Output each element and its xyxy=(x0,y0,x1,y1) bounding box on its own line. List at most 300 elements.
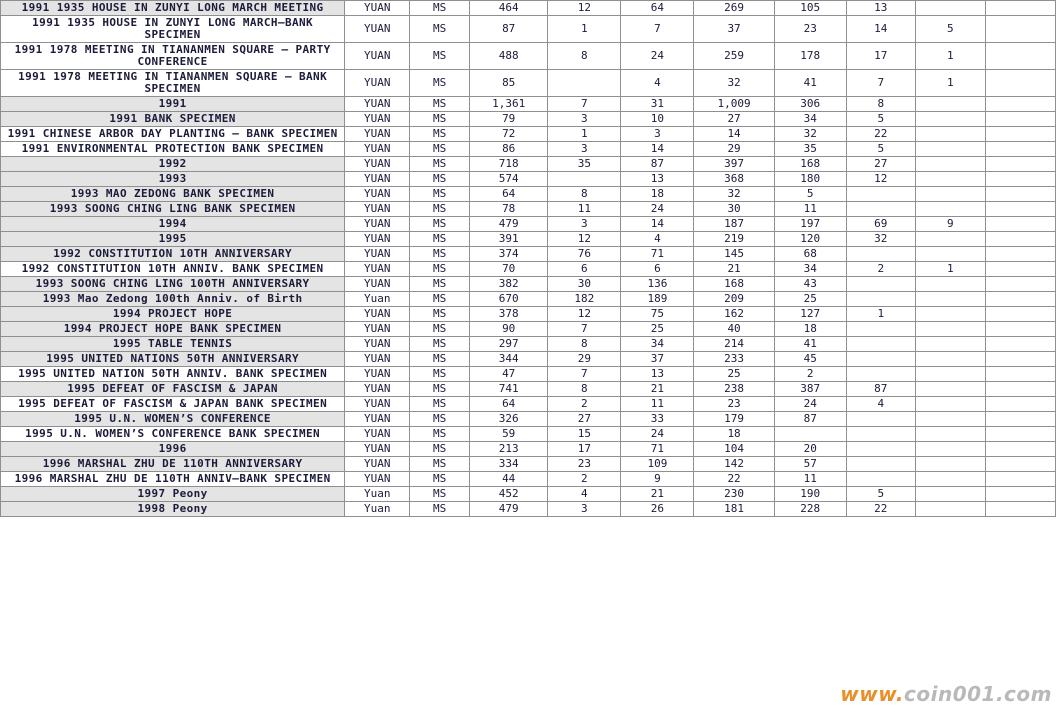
row-denom-cell: YUAN xyxy=(345,427,410,442)
row-g6-cell xyxy=(915,97,985,112)
row-denom-cell: YUAN xyxy=(345,127,410,142)
row-g2-cell: 33 xyxy=(621,412,694,427)
row-total-cell: 391 xyxy=(470,232,548,247)
row-g6-cell xyxy=(915,337,985,352)
row-g6-cell xyxy=(915,292,985,307)
row-total-cell: 488 xyxy=(470,43,548,70)
row-grade-cell: MS xyxy=(410,412,470,427)
row-g7-cell xyxy=(985,70,1055,97)
row-total-cell: 297 xyxy=(470,337,548,352)
row-denom-cell: YUAN xyxy=(345,472,410,487)
row-g3-cell: 209 xyxy=(694,292,774,307)
row-g3-cell: 269 xyxy=(694,1,774,16)
row-g3-cell: 168 xyxy=(694,277,774,292)
row-g2-cell: 7 xyxy=(621,16,694,43)
row-g5-cell xyxy=(846,352,915,367)
row-g2-cell: 136 xyxy=(621,277,694,292)
row-g6-cell: 9 xyxy=(915,217,985,232)
row-g3-cell: 179 xyxy=(694,412,774,427)
row-g5-cell xyxy=(846,292,915,307)
row-g4-cell: 197 xyxy=(774,217,846,232)
row-g6-cell xyxy=(915,352,985,367)
row-g7-cell xyxy=(985,262,1055,277)
row-denom-cell: YUAN xyxy=(345,442,410,457)
row-g5-cell: 32 xyxy=(846,232,915,247)
row-g1-cell: 7 xyxy=(548,97,621,112)
row-g3-cell: 32 xyxy=(694,187,774,202)
row-g6-cell xyxy=(915,502,985,517)
row-g4-cell: 43 xyxy=(774,277,846,292)
row-title-cell: 1991 1935 HOUSE IN ZUNYI LONG MARCH–BANK SPECIMEN xyxy=(1,16,345,43)
row-g7-cell xyxy=(985,247,1055,262)
row-title-cell: 1997 Peony xyxy=(1,487,345,502)
row-g3-cell: 397 xyxy=(694,157,774,172)
row-title-cell: 1993 xyxy=(1,172,345,187)
row-g2-cell: 13 xyxy=(621,172,694,187)
row-total-cell: 72 xyxy=(470,127,548,142)
row-g1-cell: 7 xyxy=(548,322,621,337)
row-grade-cell: MS xyxy=(410,487,470,502)
row-denom-cell: YUAN xyxy=(345,16,410,43)
census-table-body xyxy=(1,1,1056,517)
row-g3-cell: 14 xyxy=(694,127,774,142)
row-g7-cell xyxy=(985,457,1055,472)
row-g1-cell: 3 xyxy=(548,112,621,127)
row-g6-cell xyxy=(915,307,985,322)
row-grade-cell: MS xyxy=(410,397,470,412)
row-title-cell: 1995 U.N. WOMEN’S CONFERENCE xyxy=(1,412,345,427)
row-g2-cell: 13 xyxy=(621,367,694,382)
row-total-cell: 47 xyxy=(470,367,548,382)
row-g1-cell: 15 xyxy=(548,427,621,442)
row-title-cell: 1991 1978 MEETING IN TIANANMEN SQUARE – BANK SPECIMEN xyxy=(1,70,345,97)
row-g5-cell: 8 xyxy=(846,97,915,112)
row-g2-cell: 26 xyxy=(621,502,694,517)
table-row xyxy=(1,97,1056,112)
table-row xyxy=(1,352,1056,367)
row-grade-cell: MS xyxy=(410,427,470,442)
row-g5-cell xyxy=(846,322,915,337)
row-g4-cell: 180 xyxy=(774,172,846,187)
table-row xyxy=(1,157,1056,172)
row-g1-cell: 35 xyxy=(548,157,621,172)
row-g3-cell: 27 xyxy=(694,112,774,127)
row-total-cell: 574 xyxy=(470,172,548,187)
row-g6-cell xyxy=(915,127,985,142)
row-grade-cell: MS xyxy=(410,16,470,43)
row-g3-cell: 21 xyxy=(694,262,774,277)
row-g6-cell xyxy=(915,232,985,247)
row-g3-cell: 219 xyxy=(694,232,774,247)
row-g4-cell xyxy=(774,427,846,442)
row-g4-cell: 34 xyxy=(774,262,846,277)
row-g7-cell xyxy=(985,172,1055,187)
row-title-cell: 1992 xyxy=(1,157,345,172)
row-denom-cell: YUAN xyxy=(345,1,410,16)
row-denom-cell: YUAN xyxy=(345,112,410,127)
row-grade-cell: MS xyxy=(410,352,470,367)
row-grade-cell: MS xyxy=(410,157,470,172)
table-row xyxy=(1,1,1056,16)
row-g7-cell xyxy=(985,352,1055,367)
table-row xyxy=(1,337,1056,352)
row-g4-cell: 35 xyxy=(774,142,846,157)
row-g5-cell xyxy=(846,337,915,352)
row-denom-cell: YUAN xyxy=(345,247,410,262)
row-g6-cell xyxy=(915,172,985,187)
row-g6-cell: 5 xyxy=(915,16,985,43)
row-g7-cell xyxy=(985,142,1055,157)
table-row xyxy=(1,367,1056,382)
row-g2-cell: 24 xyxy=(621,427,694,442)
row-g2-cell: 64 xyxy=(621,1,694,16)
row-g7-cell xyxy=(985,487,1055,502)
row-g3-cell: 181 xyxy=(694,502,774,517)
row-g5-cell: 22 xyxy=(846,127,915,142)
row-g7-cell xyxy=(985,307,1055,322)
row-g3-cell: 18 xyxy=(694,427,774,442)
row-title-cell: 1996 xyxy=(1,442,345,457)
row-total-cell: 670 xyxy=(470,292,548,307)
row-g2-cell: 87 xyxy=(621,157,694,172)
row-g2-cell: 71 xyxy=(621,442,694,457)
row-g1-cell: 29 xyxy=(548,352,621,367)
row-title-cell: 1991 ENVIRONMENTAL PROTECTION BANK SPECIMEN xyxy=(1,142,345,157)
row-g5-cell: 13 xyxy=(846,1,915,16)
table-row xyxy=(1,427,1056,442)
row-denom-cell: YUAN xyxy=(345,217,410,232)
row-g5-cell xyxy=(846,412,915,427)
row-g1-cell: 27 xyxy=(548,412,621,427)
row-g1-cell: 2 xyxy=(548,397,621,412)
row-g4-cell: 120 xyxy=(774,232,846,247)
row-g4-cell: 168 xyxy=(774,157,846,172)
row-g1-cell: 12 xyxy=(548,307,621,322)
row-g2-cell: 6 xyxy=(621,262,694,277)
row-total-cell: 86 xyxy=(470,142,548,157)
row-g6-cell xyxy=(915,487,985,502)
row-g2-cell: 3 xyxy=(621,127,694,142)
row-denom-cell: YUAN xyxy=(345,172,410,187)
row-g7-cell xyxy=(985,217,1055,232)
row-g4-cell: 24 xyxy=(774,397,846,412)
row-g1-cell: 76 xyxy=(548,247,621,262)
row-g6-cell: 1 xyxy=(915,262,985,277)
row-g3-cell: 23 xyxy=(694,397,774,412)
row-g4-cell: 57 xyxy=(774,457,846,472)
row-total-cell: 344 xyxy=(470,352,548,367)
table-row xyxy=(1,217,1056,232)
row-g2-cell: 4 xyxy=(621,232,694,247)
row-g6-cell xyxy=(915,157,985,172)
row-g3-cell: 162 xyxy=(694,307,774,322)
row-title-cell: 1995 xyxy=(1,232,345,247)
row-total-cell: 452 xyxy=(470,487,548,502)
row-g1-cell: 3 xyxy=(548,217,621,232)
row-title-cell: 1996 MARSHAL ZHU DE 110TH ANNIV–BANK SPECIMEN xyxy=(1,472,345,487)
row-grade-cell: MS xyxy=(410,217,470,232)
row-total-cell: 326 xyxy=(470,412,548,427)
row-g4-cell: 68 xyxy=(774,247,846,262)
row-g2-cell: 24 xyxy=(621,202,694,217)
row-g3-cell: 259 xyxy=(694,43,774,70)
row-title-cell: 1992 CONSTITUTION 10TH ANNIV. BANK SPECIMEN xyxy=(1,262,345,277)
row-title-cell: 1995 UNITED NATIONS 50TH ANNIVERSARY xyxy=(1,352,345,367)
row-title-cell: 1995 TABLE TENNIS xyxy=(1,337,345,352)
table-row xyxy=(1,487,1056,502)
table-row xyxy=(1,457,1056,472)
row-g5-cell: 5 xyxy=(846,112,915,127)
row-grade-cell: MS xyxy=(410,262,470,277)
row-total-cell: 479 xyxy=(470,502,548,517)
row-g6-cell: 1 xyxy=(915,43,985,70)
table-row xyxy=(1,142,1056,157)
row-g2-cell: 11 xyxy=(621,397,694,412)
row-g3-cell: 104 xyxy=(694,442,774,457)
row-g1-cell: 3 xyxy=(548,502,621,517)
row-g1-cell: 8 xyxy=(548,382,621,397)
row-g1-cell: 7 xyxy=(548,367,621,382)
row-denom-cell: YUAN xyxy=(345,97,410,112)
row-g3-cell: 30 xyxy=(694,202,774,217)
row-denom-cell: YUAN xyxy=(345,187,410,202)
row-grade-cell: MS xyxy=(410,70,470,97)
row-g7-cell xyxy=(985,502,1055,517)
row-grade-cell: MS xyxy=(410,1,470,16)
row-g5-cell xyxy=(846,472,915,487)
row-g2-cell: 109 xyxy=(621,457,694,472)
row-total-cell: 334 xyxy=(470,457,548,472)
row-g7-cell xyxy=(985,43,1055,70)
row-title-cell: 1995 UNITED NATION 50TH ANNIV. BANK SPECIMEN xyxy=(1,367,345,382)
row-g6-cell xyxy=(915,1,985,16)
row-g2-cell: 10 xyxy=(621,112,694,127)
row-g6-cell xyxy=(915,202,985,217)
row-title-cell: 1996 MARSHAL ZHU DE 110TH ANNIVERSARY xyxy=(1,457,345,472)
table-row xyxy=(1,202,1056,217)
row-total-cell: 718 xyxy=(470,157,548,172)
row-g2-cell: 71 xyxy=(621,247,694,262)
row-title-cell: 1992 CONSTITUTION 10TH ANNIVERSARY xyxy=(1,247,345,262)
row-g5-cell xyxy=(846,442,915,457)
row-g1-cell: 11 xyxy=(548,202,621,217)
row-total-cell: 1,361 xyxy=(470,97,548,112)
row-g6-cell xyxy=(915,187,985,202)
row-total-cell: 382 xyxy=(470,277,548,292)
row-title-cell: 1995 U.N. WOMEN’S CONFERENCE BANK SPECIMEN xyxy=(1,427,345,442)
table-row xyxy=(1,16,1056,43)
row-g4-cell: 306 xyxy=(774,97,846,112)
row-total-cell: 741 xyxy=(470,382,548,397)
row-g1-cell: 3 xyxy=(548,142,621,157)
row-grade-cell: MS xyxy=(410,172,470,187)
row-grade-cell: MS xyxy=(410,442,470,457)
row-denom-cell: YUAN xyxy=(345,412,410,427)
row-g2-cell: 25 xyxy=(621,322,694,337)
row-g3-cell: 238 xyxy=(694,382,774,397)
row-g6-cell xyxy=(915,367,985,382)
row-title-cell: 1993 SOONG CHING LING 100TH ANNIVERSARY xyxy=(1,277,345,292)
row-g3-cell: 22 xyxy=(694,472,774,487)
row-total-cell: 87 xyxy=(470,16,548,43)
row-g1-cell xyxy=(548,172,621,187)
row-denom-cell: YUAN xyxy=(345,352,410,367)
row-g6-cell xyxy=(915,112,985,127)
row-g1-cell: 17 xyxy=(548,442,621,457)
row-g7-cell xyxy=(985,187,1055,202)
row-g4-cell: 11 xyxy=(774,472,846,487)
row-denom-cell: Yuan xyxy=(345,487,410,502)
row-g4-cell: 87 xyxy=(774,412,846,427)
row-g4-cell: 45 xyxy=(774,352,846,367)
watermark-prefix: www. xyxy=(840,682,905,706)
row-denom-cell: Yuan xyxy=(345,502,410,517)
row-total-cell: 64 xyxy=(470,397,548,412)
row-g6-cell xyxy=(915,472,985,487)
row-g7-cell xyxy=(985,442,1055,457)
row-g4-cell: 127 xyxy=(774,307,846,322)
row-grade-cell: MS xyxy=(410,112,470,127)
row-g7-cell xyxy=(985,277,1055,292)
row-g2-cell: 18 xyxy=(621,187,694,202)
row-grade-cell: MS xyxy=(410,367,470,382)
row-total-cell: 44 xyxy=(470,472,548,487)
row-grade-cell: MS xyxy=(410,187,470,202)
table-row xyxy=(1,412,1056,427)
row-g2-cell: 21 xyxy=(621,487,694,502)
row-g7-cell xyxy=(985,157,1055,172)
row-g1-cell: 8 xyxy=(548,337,621,352)
row-denom-cell: YUAN xyxy=(345,43,410,70)
table-row xyxy=(1,292,1056,307)
row-g6-cell: 1 xyxy=(915,70,985,97)
row-g1-cell: 23 xyxy=(548,457,621,472)
row-g2-cell: 75 xyxy=(621,307,694,322)
row-total-cell: 374 xyxy=(470,247,548,262)
row-g7-cell xyxy=(985,412,1055,427)
row-title-cell: 1993 MAO ZEDONG BANK SPECIMEN xyxy=(1,187,345,202)
table-row xyxy=(1,262,1056,277)
row-title-cell: 1991 xyxy=(1,97,345,112)
table-row xyxy=(1,43,1056,70)
table-row xyxy=(1,307,1056,322)
row-grade-cell: MS xyxy=(410,457,470,472)
row-g3-cell: 1,009 xyxy=(694,97,774,112)
row-total-cell: 479 xyxy=(470,217,548,232)
row-total-cell: 213 xyxy=(470,442,548,457)
row-g1-cell: 4 xyxy=(548,487,621,502)
row-grade-cell: MS xyxy=(410,97,470,112)
row-g4-cell: 41 xyxy=(774,70,846,97)
row-denom-cell: YUAN xyxy=(345,262,410,277)
row-grade-cell: MS xyxy=(410,292,470,307)
row-title-cell: 1991 CHINESE ARBOR DAY PLANTING – BANK SPECIMEN xyxy=(1,127,345,142)
row-g7-cell xyxy=(985,232,1055,247)
row-g7-cell xyxy=(985,397,1055,412)
row-g3-cell: 368 xyxy=(694,172,774,187)
row-g7-cell xyxy=(985,427,1055,442)
row-g3-cell: 233 xyxy=(694,352,774,367)
row-g4-cell: 20 xyxy=(774,442,846,457)
row-denom-cell: YUAN xyxy=(345,457,410,472)
row-g4-cell: 228 xyxy=(774,502,846,517)
row-g1-cell: 30 xyxy=(548,277,621,292)
row-grade-cell: MS xyxy=(410,127,470,142)
row-denom-cell: YUAN xyxy=(345,382,410,397)
row-g2-cell: 37 xyxy=(621,352,694,367)
row-g2-cell: 14 xyxy=(621,142,694,157)
row-g1-cell: 8 xyxy=(548,187,621,202)
row-g3-cell: 37 xyxy=(694,16,774,43)
row-grade-cell: MS xyxy=(410,202,470,217)
row-total-cell: 78 xyxy=(470,202,548,217)
row-denom-cell: YUAN xyxy=(345,202,410,217)
row-g4-cell: 2 xyxy=(774,367,846,382)
row-g5-cell xyxy=(846,187,915,202)
row-title-cell: 1993 SOONG CHING LING BANK SPECIMEN xyxy=(1,202,345,217)
row-g1-cell: 182 xyxy=(548,292,621,307)
row-total-cell: 59 xyxy=(470,427,548,442)
row-g4-cell: 41 xyxy=(774,337,846,352)
row-title-cell: 1994 PROJECT HOPE xyxy=(1,307,345,322)
row-grade-cell: MS xyxy=(410,382,470,397)
row-g5-cell: 7 xyxy=(846,70,915,97)
row-g2-cell: 9 xyxy=(621,472,694,487)
row-g1-cell: 8 xyxy=(548,43,621,70)
row-g7-cell xyxy=(985,337,1055,352)
row-g7-cell xyxy=(985,292,1055,307)
row-title-cell: 1991 1978 MEETING IN TIANANMEN SQUARE – PARTY CONFERENCE xyxy=(1,43,345,70)
row-denom-cell: YUAN xyxy=(345,322,410,337)
row-g4-cell: 32 xyxy=(774,127,846,142)
row-title-cell: 1995 DEFEAT OF FASCISM & JAPAN BANK SPECIMEN xyxy=(1,397,345,412)
row-g5-cell: 2 xyxy=(846,262,915,277)
row-g6-cell xyxy=(915,277,985,292)
row-g7-cell xyxy=(985,367,1055,382)
row-denom-cell: YUAN xyxy=(345,232,410,247)
row-g4-cell: 18 xyxy=(774,322,846,337)
row-g7-cell xyxy=(985,112,1055,127)
row-title-cell: 1993 Mao Zedong 100th Anniv. of Birth xyxy=(1,292,345,307)
row-grade-cell: MS xyxy=(410,277,470,292)
row-g2-cell: 189 xyxy=(621,292,694,307)
row-denom-cell: YUAN xyxy=(345,142,410,157)
row-grade-cell: MS xyxy=(410,502,470,517)
row-title-cell: 1998 Peony xyxy=(1,502,345,517)
row-denom-cell: YUAN xyxy=(345,277,410,292)
row-g5-cell: 5 xyxy=(846,487,915,502)
row-title-cell: 1991 BANK SPECIMEN xyxy=(1,112,345,127)
row-g7-cell xyxy=(985,97,1055,112)
row-g6-cell xyxy=(915,427,985,442)
row-total-cell: 85 xyxy=(470,70,548,97)
row-g2-cell: 31 xyxy=(621,97,694,112)
row-g3-cell: 187 xyxy=(694,217,774,232)
table-row xyxy=(1,397,1056,412)
table-row xyxy=(1,172,1056,187)
row-g5-cell: 4 xyxy=(846,397,915,412)
row-grade-cell: MS xyxy=(410,247,470,262)
row-g3-cell: 214 xyxy=(694,337,774,352)
row-g6-cell xyxy=(915,247,985,262)
row-g6-cell xyxy=(915,142,985,157)
table-row xyxy=(1,232,1056,247)
row-g7-cell xyxy=(985,127,1055,142)
row-g5-cell: 5 xyxy=(846,142,915,157)
row-g3-cell: 145 xyxy=(694,247,774,262)
row-g5-cell xyxy=(846,247,915,262)
watermark-domain: coin001.com xyxy=(904,682,1052,706)
